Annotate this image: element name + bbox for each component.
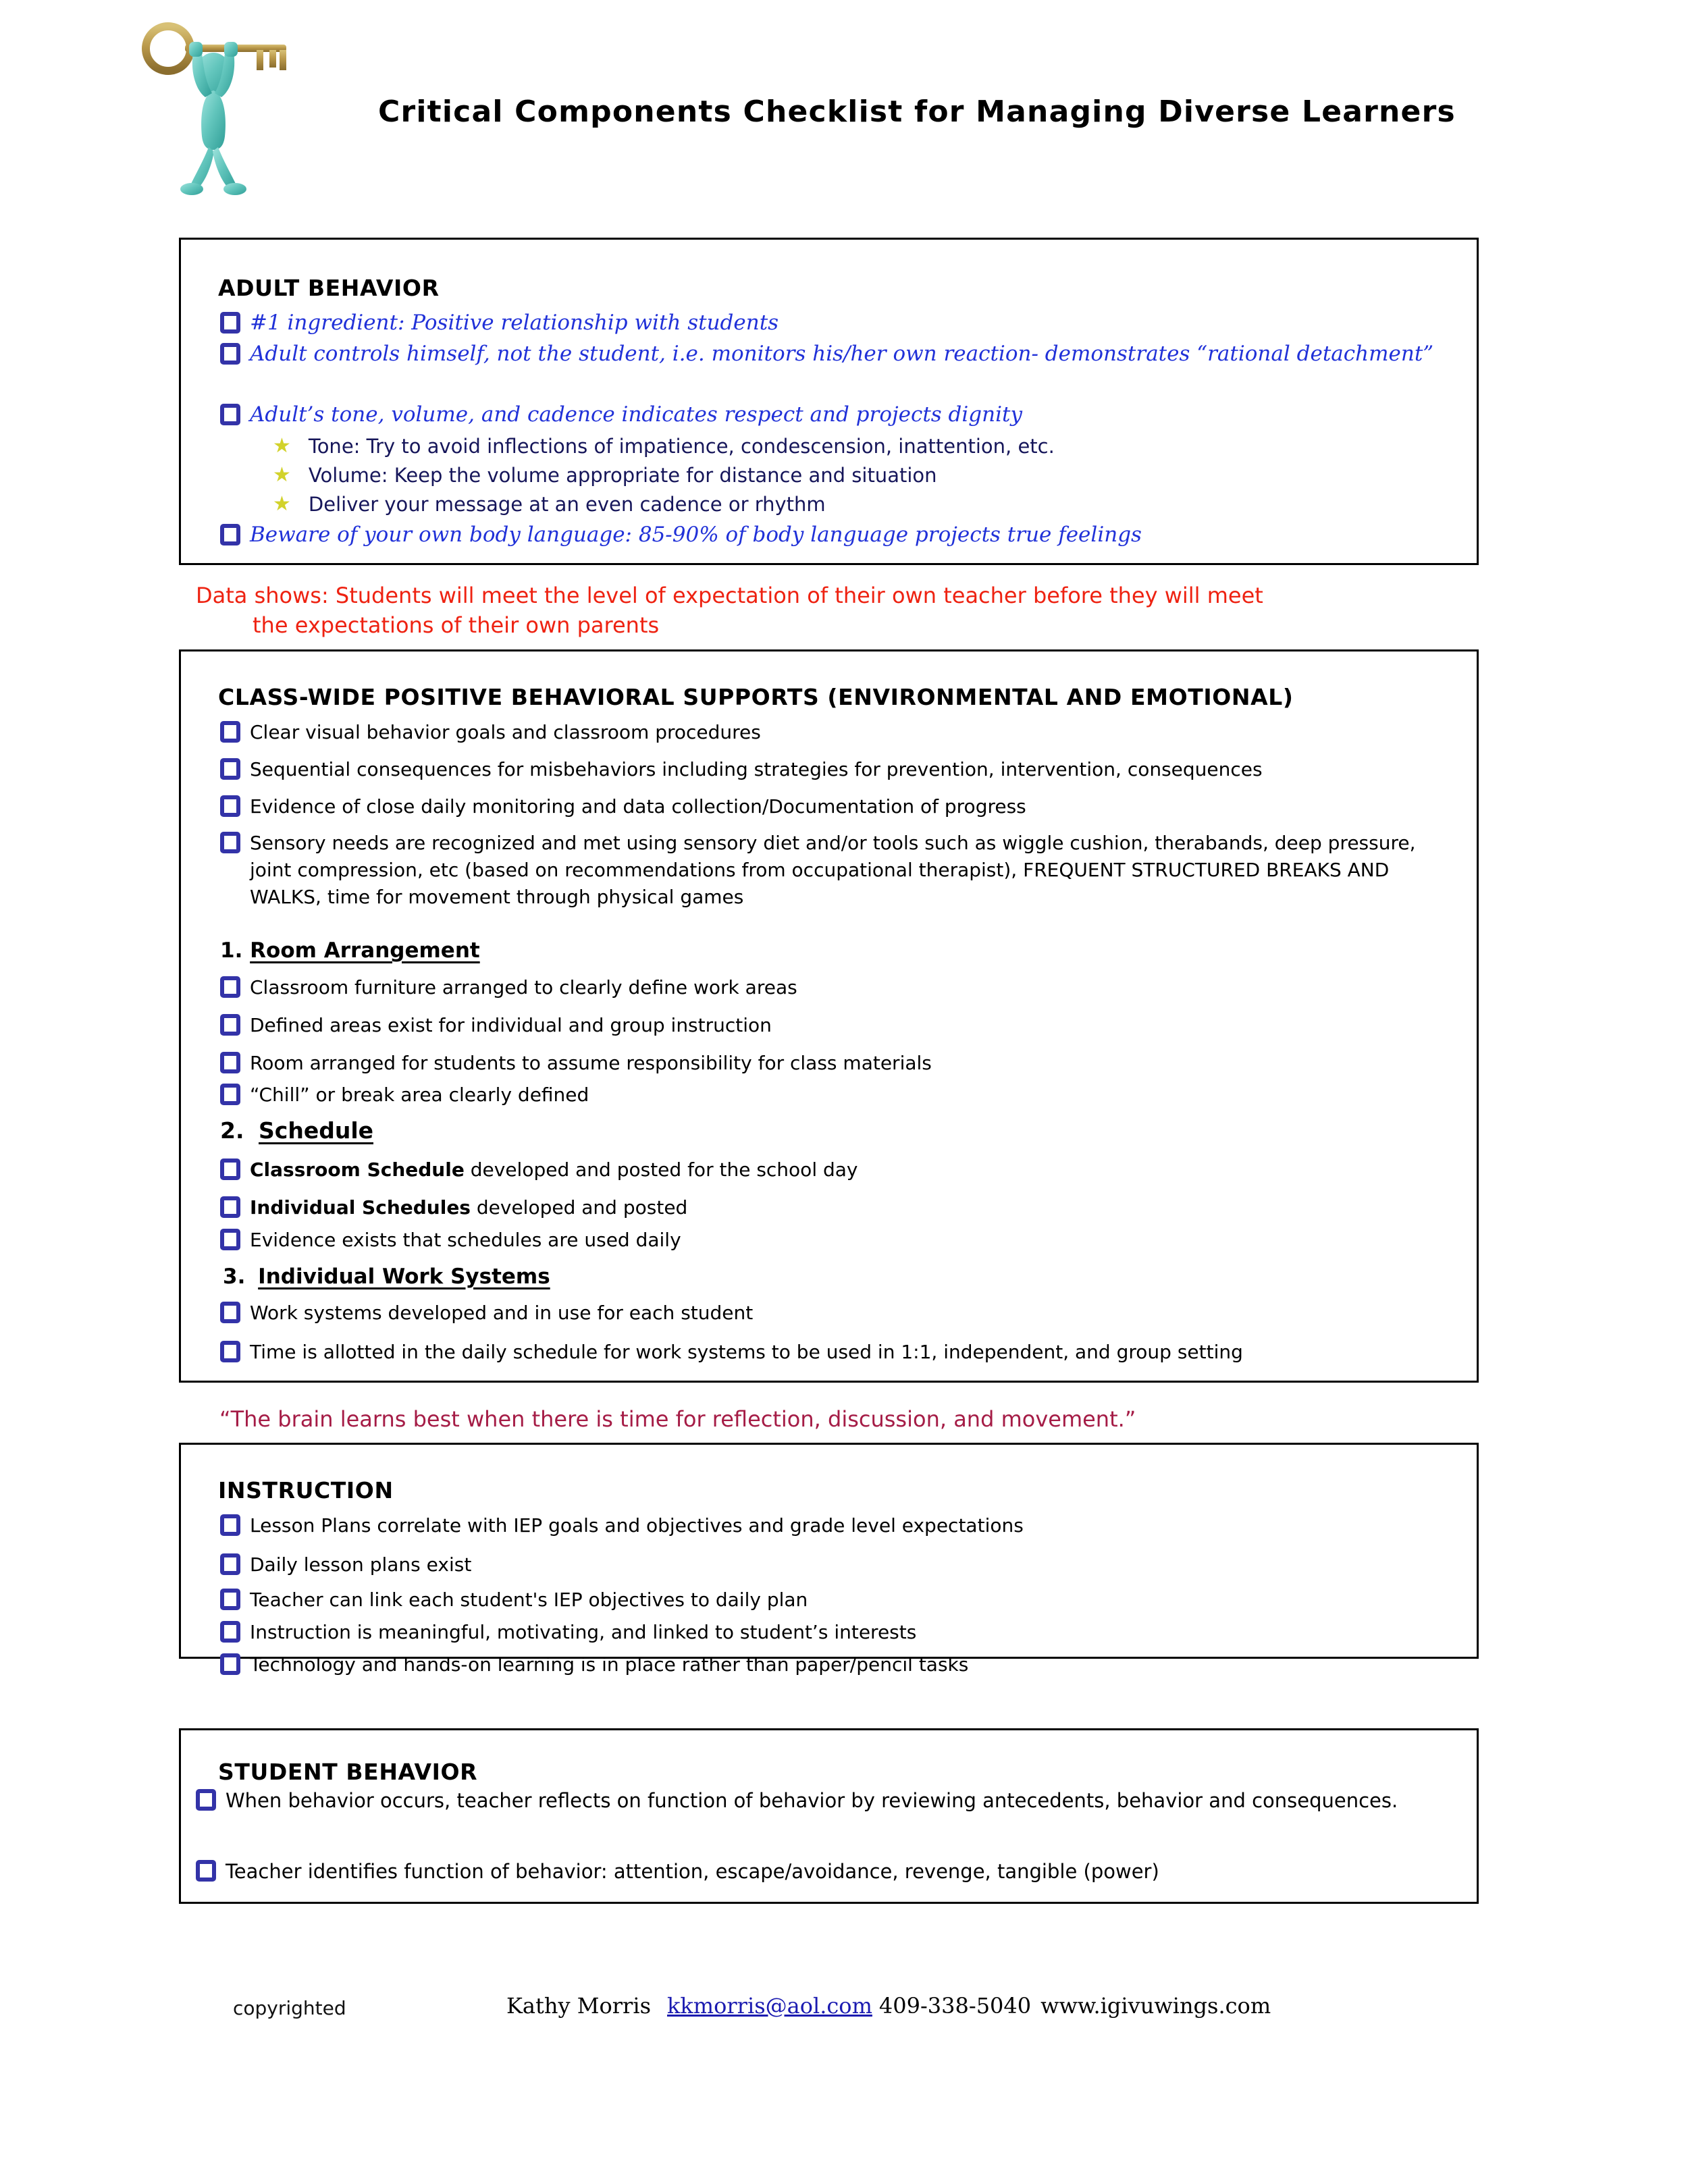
adult-behavior-heading: ADULT BEHAVIOR bbox=[218, 275, 440, 301]
student-behavior-heading: STUDENT BEHAVIOR bbox=[218, 1759, 478, 1785]
checkbox[interactable] bbox=[220, 832, 240, 853]
subsection-title: Individual Work Systems bbox=[258, 1264, 550, 1289]
checklist-item-label: Lesson Plans correlate with IEP goals and objectives and grade level expectations bbox=[250, 1514, 1024, 1537]
checklist-item[interactable] bbox=[220, 1194, 1435, 1221]
checklist-item-label: Adult controls himself, not the student, i.e. monitors his/her own reaction- demonstrates “rational detachment” bbox=[250, 342, 1434, 366]
adult-behavior-panel bbox=[179, 238, 1479, 565]
checklist-item[interactable] bbox=[220, 1339, 1456, 1366]
checklist-item-label: Technology and hands-on learning is in place rather than paper/pencil tasks bbox=[250, 1653, 969, 1676]
checklist-item-label: Adult’s tone, volume, and cadence indicates respect and projects dignity bbox=[250, 402, 1022, 427]
checklist-item[interactable] bbox=[220, 1050, 1435, 1077]
checkbox[interactable] bbox=[220, 1341, 240, 1362]
page-footer bbox=[0, 1978, 1688, 2059]
star-bullet-item bbox=[273, 463, 937, 487]
checkbox[interactable] bbox=[220, 1514, 240, 1536]
checkbox[interactable] bbox=[220, 1621, 240, 1643]
instruction-heading: INSTRUCTION bbox=[218, 1477, 394, 1503]
star-icon: ★ bbox=[273, 463, 291, 487]
checklist-item-label: Sensory needs are recognized and met using sensory diet and/or tools such as wiggle cushion, therabands, deep pressure, joint compression, etc (based on recommendations from occupational therapist), FREQUENT STRUCTURED BREAKS AND WALKS, time for movement through physical games bbox=[250, 832, 1416, 908]
subsection-number: 2. bbox=[220, 1117, 244, 1144]
checkbox[interactable] bbox=[220, 976, 240, 998]
checklist-item[interactable] bbox=[220, 1651, 1435, 1678]
checklist-item-label bbox=[250, 1156, 858, 1183]
checkbox[interactable] bbox=[220, 758, 240, 780]
checklist-item-label: Time is allotted in the daily schedule for work systems to be used in 1:1, independent, and group setting bbox=[250, 1341, 1243, 1363]
star-bullet-item bbox=[273, 492, 826, 516]
subsection-title: Schedule bbox=[259, 1117, 374, 1144]
checklist-item-label: Daily lesson plans exist bbox=[250, 1553, 472, 1576]
checkbox[interactable] bbox=[220, 312, 240, 334]
subsection-number: 3. bbox=[223, 1264, 246, 1289]
checklist-item-label: Evidence exists that schedules are used daily bbox=[250, 1229, 681, 1251]
subsection-work-systems bbox=[223, 1264, 550, 1289]
checkbox[interactable] bbox=[196, 1789, 216, 1811]
checkbox[interactable] bbox=[196, 1860, 216, 1882]
checklist-item[interactable] bbox=[196, 1787, 1438, 1814]
checklist-item[interactable] bbox=[220, 522, 1456, 548]
page-title: Critical Components Checklist for Managing Diverse Learners bbox=[378, 95, 1456, 129]
checklist-item[interactable] bbox=[220, 719, 1449, 746]
checklist-item-label: Teacher can link each student's IEP objectives to daily plan bbox=[250, 1589, 808, 1611]
checklist-item[interactable] bbox=[220, 1156, 1435, 1183]
checkbox[interactable] bbox=[220, 1653, 240, 1675]
checkbox[interactable] bbox=[220, 795, 240, 817]
checklist-item[interactable] bbox=[220, 1587, 1435, 1614]
checkbox[interactable] bbox=[220, 721, 240, 743]
checklist-item-label: #1 ingredient: Positive relationship with students bbox=[250, 311, 779, 335]
checklist-item[interactable] bbox=[220, 1082, 1435, 1109]
checkbox[interactable] bbox=[220, 1158, 240, 1180]
checkbox[interactable] bbox=[220, 1084, 240, 1105]
checklist-item-label: Room arranged for students to assume responsibility for class materials bbox=[250, 1052, 932, 1074]
checklist-item-label bbox=[250, 1194, 687, 1221]
subsection-room-arrangement bbox=[220, 938, 480, 963]
checklist-item[interactable] bbox=[220, 1300, 1435, 1327]
checkbox[interactable] bbox=[220, 404, 240, 425]
checklist-item[interactable] bbox=[220, 830, 1435, 911]
classwide-supports-panel bbox=[179, 649, 1479, 1383]
instruction-panel bbox=[179, 1443, 1479, 1676]
subsection-schedule bbox=[220, 1117, 373, 1144]
item-bold-lead: Classroom Schedule bbox=[250, 1158, 465, 1181]
checklist-item-label: Evidence of close daily monitoring and data collection/Documentation of progress bbox=[250, 795, 1026, 818]
checklist-item[interactable] bbox=[220, 1551, 1435, 1578]
star-bullet-label: Tone: Try to avoid inflections of impatience, condescension, inattention, etc. bbox=[308, 435, 1055, 458]
checkbox[interactable] bbox=[220, 1014, 240, 1036]
copyright-label: copyrighted bbox=[233, 1997, 346, 2019]
checklist-item-label: Clear visual behavior goals and classroom procedures bbox=[250, 721, 761, 743]
checkbox[interactable] bbox=[220, 1302, 240, 1323]
item-rest: developed and posted bbox=[470, 1196, 688, 1219]
checklist-item[interactable] bbox=[220, 1512, 1435, 1539]
checkbox[interactable] bbox=[220, 524, 240, 545]
checkbox[interactable] bbox=[220, 1052, 240, 1073]
checklist-item[interactable] bbox=[196, 1858, 1438, 1885]
checklist-item[interactable] bbox=[220, 1012, 1435, 1039]
checklist-item-label: Instruction is meaningful, motivating, and linked to student’s interests bbox=[250, 1621, 917, 1643]
website-url: www.igivuwings.com bbox=[1040, 1993, 1271, 2019]
checklist-item[interactable] bbox=[220, 341, 1449, 367]
star-icon: ★ bbox=[273, 492, 291, 516]
checklist-item[interactable] bbox=[220, 756, 1456, 783]
item-bold-lead: Individual Schedules bbox=[250, 1196, 471, 1219]
checklist-item-label: Teacher identifies function of behavior: attention, escape/avoidance, revenge, tangible (power) bbox=[226, 1860, 1159, 1883]
phone-number: 409-338-5040 bbox=[878, 1993, 1032, 2019]
page-header bbox=[0, 0, 1688, 203]
classwide-heading: CLASS-WIDE POSITIVE BEHAVIORAL SUPPORTS (ENVIRONMENTAL AND EMOTIONAL) bbox=[218, 684, 1294, 710]
checkbox[interactable] bbox=[220, 1196, 240, 1218]
data-shows-note bbox=[196, 581, 1479, 640]
item-rest: developed and posted for the school day bbox=[464, 1158, 858, 1181]
checklist-item[interactable] bbox=[220, 310, 1449, 336]
checklist-item[interactable] bbox=[220, 793, 1449, 820]
checklist-item-label: Defined areas exist for individual and group instruction bbox=[250, 1014, 772, 1036]
checkbox[interactable] bbox=[220, 1589, 240, 1610]
checklist-item[interactable] bbox=[220, 1619, 1435, 1646]
key-figure-logo bbox=[132, 15, 294, 204]
checkbox[interactable] bbox=[220, 1553, 240, 1575]
subsection-number: 1. bbox=[220, 938, 243, 963]
star-bullet-label: Volume: Keep the volume appropriate for distance and situation bbox=[308, 464, 937, 487]
checklist-item[interactable] bbox=[220, 402, 1449, 427]
checklist-item[interactable] bbox=[220, 1227, 1435, 1254]
checklist-item[interactable] bbox=[220, 974, 1435, 1001]
checklist-item-label: Beware of your own body language: 85-90% of body language projects true feelings bbox=[250, 523, 1142, 547]
star-bullet-label: Deliver your message at an even cadence or rhythm bbox=[308, 493, 826, 516]
checklist-item-label: “Chill” or break area clearly defined bbox=[250, 1084, 589, 1106]
checklist-item-label: Classroom furniture arranged to clearly define work areas bbox=[250, 976, 797, 998]
subsection-title: Room Arrangement bbox=[250, 938, 480, 963]
checkbox[interactable] bbox=[220, 1229, 240, 1250]
checklist-item-label: Work systems developed and in use for each student bbox=[250, 1302, 754, 1324]
star-bullet-item bbox=[273, 434, 1055, 458]
checkbox[interactable] bbox=[220, 343, 240, 365]
email-link[interactable]: kkmorris@aol.com bbox=[666, 1993, 872, 2019]
author-name: Kathy Morris bbox=[506, 1993, 651, 2019]
checklist-item-label: When behavior occurs, teacher reflects on function of behavior by reviewing antecedents, behavior and consequences. bbox=[226, 1789, 1398, 1812]
data-shows-line1: Data shows: Students will meet the level of expectation of their own teacher before they will meet bbox=[196, 583, 1263, 608]
brain-quote: “The brain learns best when there is time for reflection, discussion, and movement.” bbox=[219, 1406, 1136, 1432]
data-shows-line2: the expectations of their own parents bbox=[253, 612, 660, 638]
star-icon: ★ bbox=[273, 434, 291, 458]
author-credit bbox=[506, 1993, 1271, 2019]
checklist-item-label: Sequential consequences for misbehaviors including strategies for prevention, intervention, consequences bbox=[250, 758, 1263, 780]
